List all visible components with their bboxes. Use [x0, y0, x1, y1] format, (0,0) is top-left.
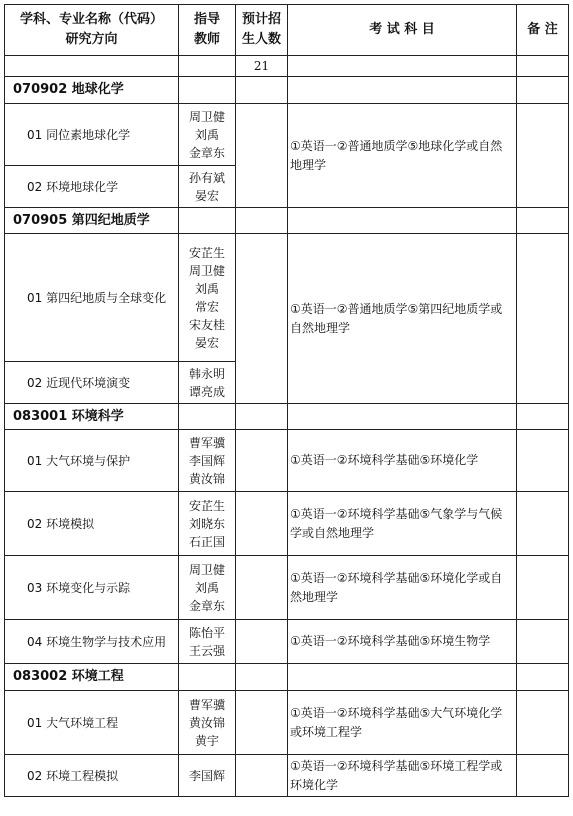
direction-name: 01 第四纪地质与全球变化: [5, 234, 179, 362]
advisor-list: [179, 492, 236, 556]
advisor-list: [179, 430, 236, 492]
advisor-name: 金章东: [188, 598, 225, 613]
header-enrollment: [236, 5, 288, 56]
direction-name: 01 同位素地球化学: [5, 104, 179, 166]
empty-cell: [5, 56, 179, 77]
direction-name: 04 环境生物学与技术应用: [5, 620, 179, 664]
empty-cell: [288, 664, 517, 691]
advisor-list: [179, 556, 236, 620]
enrollment-cell: [236, 620, 288, 664]
direction-row: [5, 755, 569, 797]
advisor-name: 金章东: [188, 145, 225, 160]
exam-subjects: ①英语一②环境科学基础⑤环境化学: [288, 430, 517, 492]
direction-row: [5, 691, 569, 755]
advisor-name: 刘禹: [194, 580, 219, 595]
exam-subjects: ①英语一②普通地质学⑤地球化学或自然地理学: [288, 104, 517, 208]
header-exam-subjects: 考 试 科 目: [288, 5, 517, 56]
advisor-name: 孙有斌: [188, 170, 225, 185]
advisor-name: 周卫健: [188, 263, 225, 278]
direction-row: [5, 620, 569, 664]
advisor-name: 韩永明: [188, 366, 225, 381]
section-row: [5, 77, 569, 104]
empty-cell: [288, 77, 517, 104]
advisor-list: [179, 104, 236, 166]
advisor-list: [179, 755, 236, 797]
section-title: 083002 环境工程: [5, 664, 179, 691]
exam-subjects: ①英语一②环境科学基础⑤气象学与气候学或自然地理学: [288, 492, 517, 556]
remarks-cell: [517, 492, 569, 556]
remarks-cell: [517, 104, 569, 208]
empty-cell: [236, 404, 288, 430]
advisor-name: 谭亮成: [188, 384, 225, 399]
exam-subjects: ①英语一②环境科学基础⑤环境工程学或环境化学: [288, 755, 517, 797]
exam-subjects: ①英语一②普通地质学⑤第四纪地质学或自然地理学: [288, 234, 517, 404]
empty-cell: [288, 208, 517, 234]
direction-name: 02 近现代环境演变: [5, 362, 179, 404]
enrollment-cell: [236, 691, 288, 755]
advisor-name: 刘禹: [194, 281, 219, 296]
advisor-name: 曹军骥: [188, 435, 225, 450]
empty-cell: [179, 208, 236, 234]
advisor-name: 黄汝锦: [188, 471, 225, 486]
advisor-name: 黄汝锦: [188, 715, 225, 730]
advisor-name: 曹军骥: [188, 697, 225, 712]
advisor-name: 石正国: [188, 534, 225, 549]
enrollment-cell: [236, 755, 288, 797]
empty-cell: [517, 404, 569, 430]
advisor-list: [179, 362, 236, 404]
section-title: 070905 第四纪地质学: [5, 208, 179, 234]
empty-cell: [179, 56, 236, 77]
remarks-cell: [517, 234, 569, 404]
advisor-name: 王云强: [188, 643, 225, 658]
empty-cell: [288, 56, 517, 77]
exam-subjects: ①英语一②环境科学基础⑤大气环境化学或环境工程学: [288, 691, 517, 755]
advisor-name: 刘晓东: [188, 516, 225, 531]
remarks-cell: [517, 620, 569, 664]
direction-name: 01 大气环境工程: [5, 691, 179, 755]
remarks-cell: [517, 430, 569, 492]
advisor-name: 周卫健: [188, 562, 225, 577]
direction-row: [5, 556, 569, 620]
remarks-cell: [517, 755, 569, 797]
direction-name: 02 环境地球化学: [5, 166, 179, 208]
header-enrollment-line1: 预计招: [241, 12, 281, 27]
enrollment-cell: [236, 234, 288, 404]
graduate-program-table: [4, 4, 569, 797]
total-enrollment: 21: [236, 56, 288, 77]
section-row: [5, 664, 569, 691]
empty-cell: [517, 664, 569, 691]
advisor-name: 李国辉: [188, 768, 225, 783]
empty-cell: [179, 77, 236, 104]
direction-name: 02 环境模拟: [5, 492, 179, 556]
enrollment-cell: [236, 556, 288, 620]
header-advisor: [179, 5, 236, 56]
advisor-name: 刘禹: [194, 127, 219, 142]
empty-cell: [517, 77, 569, 104]
direction-row: [5, 430, 569, 492]
advisor-name: 周卫健: [188, 109, 225, 124]
enrollment-cell: [236, 492, 288, 556]
remarks-cell: [517, 556, 569, 620]
header-discipline-line2: 研究方向: [65, 32, 118, 47]
remarks-cell: [517, 691, 569, 755]
direction-row: [5, 492, 569, 556]
direction-name: 02 环境工程模拟: [5, 755, 179, 797]
empty-cell: [179, 664, 236, 691]
section-row: [5, 208, 569, 234]
header-advisor-line2: 教师: [193, 32, 220, 47]
empty-cell: [517, 56, 569, 77]
advisor-name: 安芷生: [188, 245, 225, 260]
section-title: 083001 环境科学: [5, 404, 179, 430]
direction-name: 03 环境变化与示踪: [5, 556, 179, 620]
exam-subjects: ①英语一②环境科学基础⑤环境化学或自然地理学: [288, 556, 517, 620]
direction-row: [5, 104, 569, 166]
header-advisor-line1: 指导: [193, 12, 220, 27]
section-title: 070902 地球化学: [5, 77, 179, 104]
total-row: [5, 56, 569, 77]
advisor-list: [179, 166, 236, 208]
advisor-name: 晏宏: [194, 188, 219, 203]
exam-subjects: ①英语一②环境科学基础⑤环境生物学: [288, 620, 517, 664]
section-row: [5, 404, 569, 430]
advisor-name: 宋友桂: [188, 317, 225, 332]
empty-cell: [288, 404, 517, 430]
enrollment-cell: [236, 104, 288, 208]
empty-cell: [179, 404, 236, 430]
advisor-name: 晏宏: [194, 335, 219, 350]
advisor-list: [179, 234, 236, 362]
empty-cell: [236, 208, 288, 234]
header-row: [5, 5, 569, 56]
direction-name: 01 大气环境与保护: [5, 430, 179, 492]
advisor-name: 黄宇: [194, 733, 219, 748]
empty-cell: [517, 208, 569, 234]
header-discipline: [5, 5, 179, 56]
header-discipline-line1: 学科、专业名称（代码）: [19, 12, 163, 27]
direction-row: [5, 234, 569, 362]
header-remarks: 备 注: [517, 5, 569, 56]
header-enrollment-line2: 生人数: [241, 32, 281, 47]
empty-cell: [236, 664, 288, 691]
empty-cell: [236, 77, 288, 104]
advisor-name: 安芷生: [188, 498, 225, 513]
advisor-list: [179, 620, 236, 664]
advisor-list: [179, 691, 236, 755]
advisor-name: 李国辉: [188, 453, 225, 468]
advisor-name: 常宏: [194, 299, 219, 314]
advisor-name: 陈怡平: [188, 625, 225, 640]
enrollment-cell: [236, 430, 288, 492]
